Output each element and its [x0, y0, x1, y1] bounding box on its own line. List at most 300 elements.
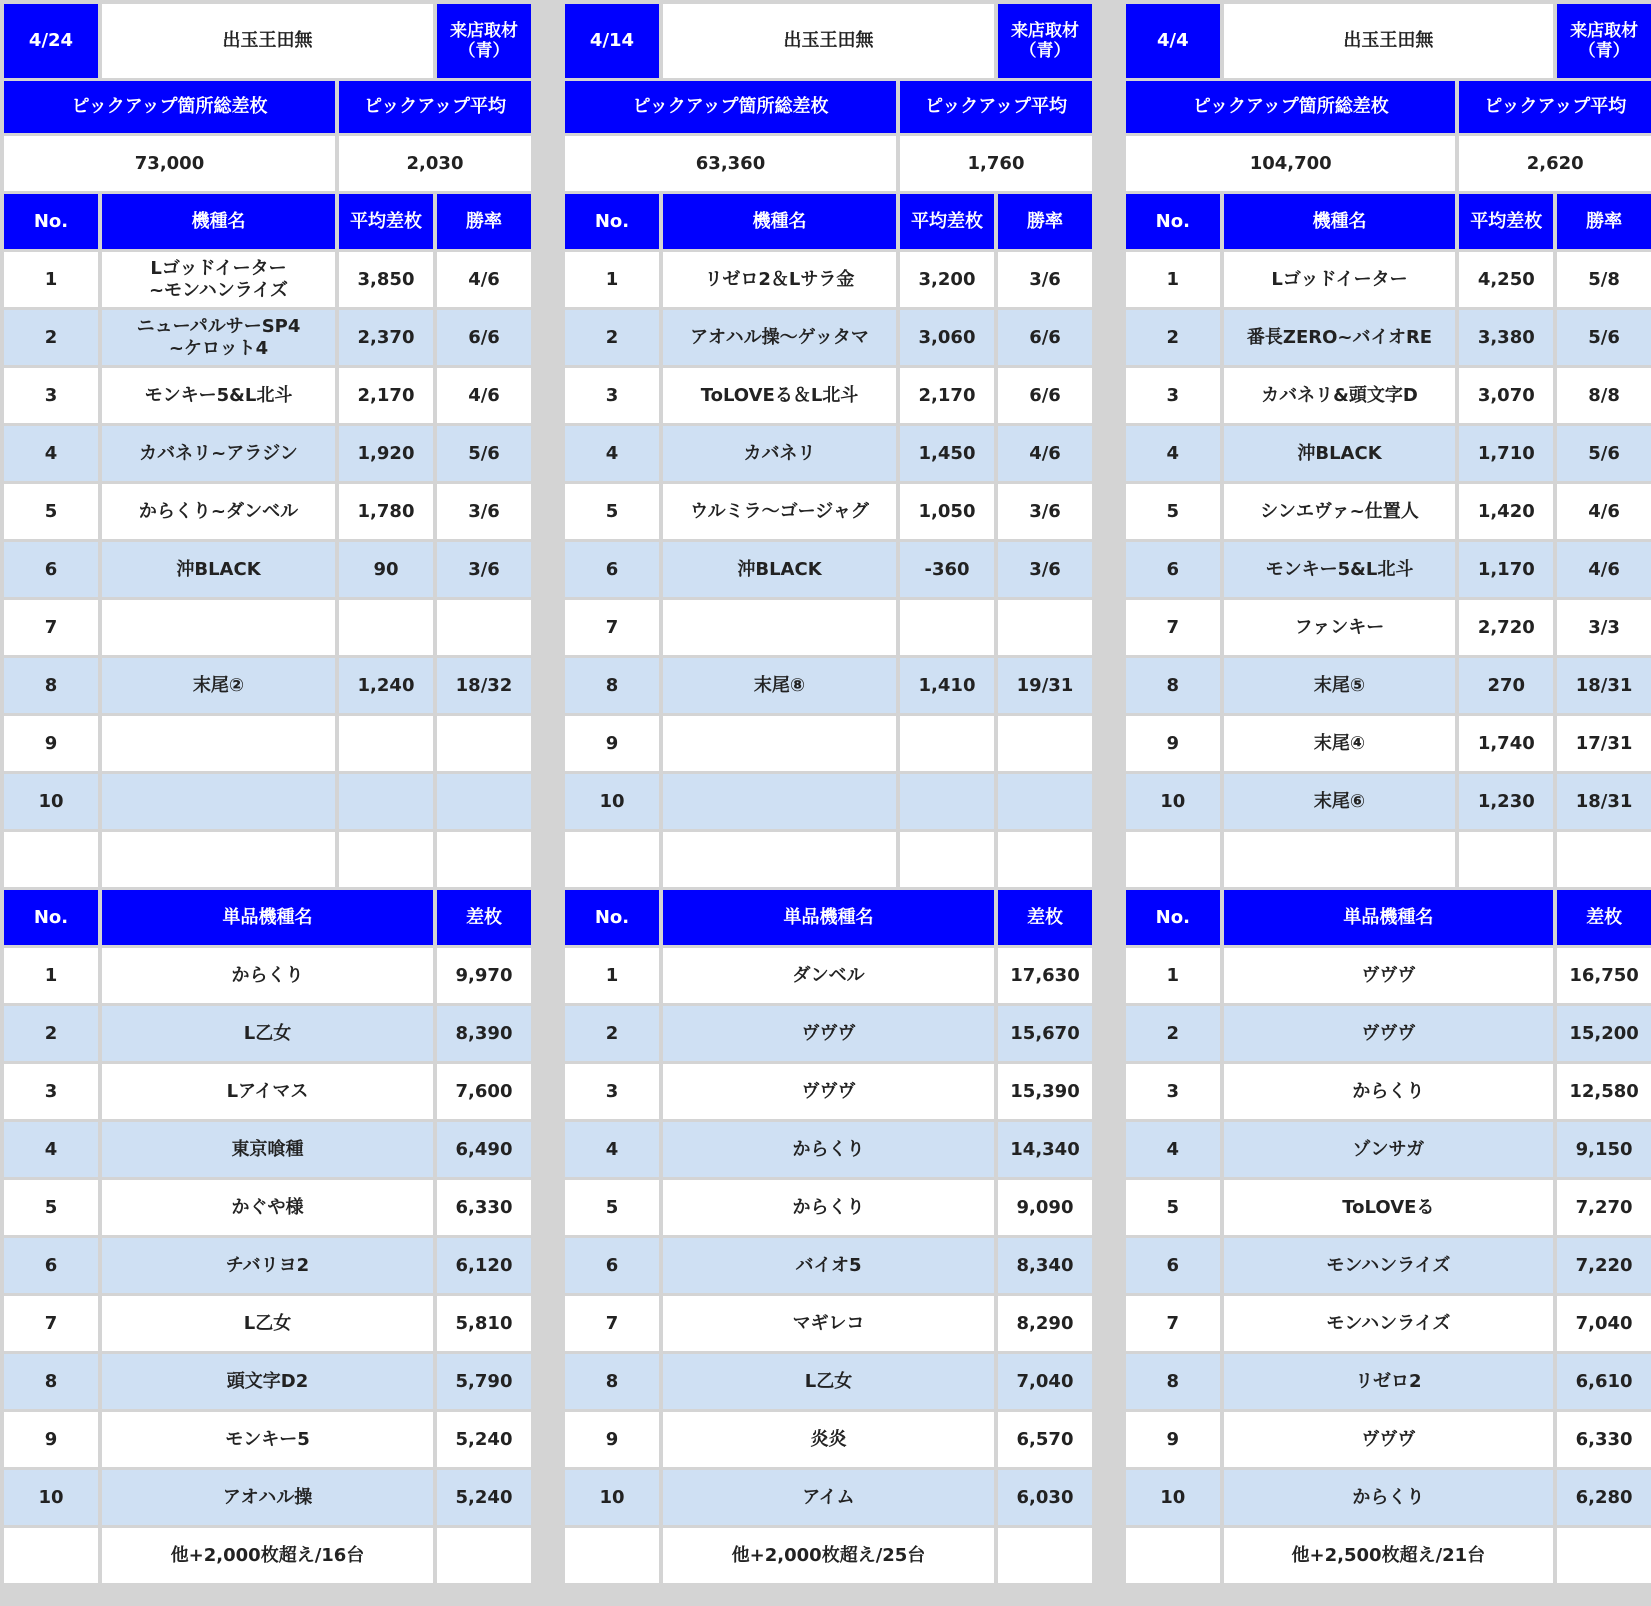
row-single-model-name: ダンベル	[663, 948, 994, 1003]
row-avg-diff: 1,170	[1459, 542, 1553, 597]
row-no: 1	[565, 948, 659, 1003]
row-diff: 5,240	[437, 1470, 531, 1525]
col-win-header: 勝率	[437, 194, 531, 249]
table-row	[4, 1296, 531, 1351]
date-badge: 4/4	[1126, 4, 1220, 78]
col-no-header: No.	[1126, 890, 1220, 945]
row-diff: 15,670	[998, 1006, 1092, 1061]
row-single-model-name: Lアイマス	[102, 1064, 433, 1119]
blank-cell	[998, 832, 1092, 887]
table-row	[565, 1412, 1092, 1467]
row-win-rate: 19/31	[998, 658, 1092, 713]
col-diff-header: 差枚	[1557, 890, 1651, 945]
row-model-name: シンエヴァ~仕置人	[1224, 484, 1456, 539]
date-badge: 4/24	[4, 4, 98, 78]
row-no: 9	[4, 716, 98, 771]
row-no: 4	[565, 426, 659, 481]
row-no: 5	[4, 484, 98, 539]
row-no: 2	[1126, 1006, 1220, 1061]
row-single-model-name: マギレコ	[663, 1296, 994, 1351]
col-model-header: 機種名	[663, 194, 896, 249]
row-diff: 5,240	[437, 1412, 531, 1467]
row-model-name: リゼロ2＆Lサラ金	[663, 252, 896, 307]
row-win-rate: 5/6	[1557, 426, 1651, 481]
table-row	[4, 1180, 531, 1235]
table-row	[565, 1238, 1092, 1293]
row-model-name: ToLOVEる＆L北斗	[663, 368, 896, 423]
pickup-avg-header: ピックアップ平均	[339, 81, 531, 133]
row-win-rate: 5/8	[1557, 252, 1651, 307]
row-win-rate	[998, 774, 1092, 829]
row-no: 6	[565, 1238, 659, 1293]
table-row	[1126, 368, 1651, 423]
pickup-avg-header: ピックアップ平均	[1459, 81, 1651, 133]
col-no-header: No.	[565, 890, 659, 945]
table-row	[1126, 252, 1651, 307]
row-single-model-name: 東京喰種	[102, 1122, 433, 1177]
table-row	[4, 542, 531, 597]
row-single-model-name: バイオ5	[663, 1238, 994, 1293]
row-no: 3	[565, 1064, 659, 1119]
row-model-name: 末尾④	[1224, 716, 1456, 771]
row-model-name: 末尾②	[102, 658, 335, 713]
row-diff: 5,790	[437, 1354, 531, 1409]
row-model-name: ファンキー	[1224, 600, 1456, 655]
row-avg-diff: 1,920	[339, 426, 433, 481]
table-row	[565, 716, 1092, 771]
row-no: 4	[565, 1122, 659, 1177]
row-model-name: 沖BLACK	[1224, 426, 1456, 481]
row-no: 3	[4, 1064, 98, 1119]
report-panel	[4, 4, 531, 1583]
row-single-model-name: ヴヴヴ	[663, 1064, 994, 1119]
table-row	[4, 484, 531, 539]
row-model-name	[663, 600, 896, 655]
row-no: 4	[4, 426, 98, 481]
pickup-total-value: 73,000	[4, 136, 335, 191]
row-win-rate	[437, 716, 531, 771]
row-win-rate: 4/6	[437, 252, 531, 307]
table-row	[4, 1354, 531, 1409]
table-row	[4, 426, 531, 481]
coverage-badge: 来店取材 （青）	[437, 4, 531, 78]
col-single-model-header: 単品機種名	[1224, 890, 1554, 945]
blank-cell	[1126, 832, 1220, 887]
row-win-rate: 6/6	[998, 310, 1092, 365]
row-no: 8	[4, 1354, 98, 1409]
row-single-model-name: ヴヴヴ	[663, 1006, 994, 1061]
footer-blank	[1126, 1528, 1220, 1583]
table-row	[1126, 948, 1651, 1003]
blank-cell	[1224, 832, 1456, 887]
row-win-rate: 18/31	[1557, 774, 1651, 829]
table-row	[565, 310, 1092, 365]
row-avg-diff: 3,380	[1459, 310, 1553, 365]
row-model-name	[102, 716, 335, 771]
row-no: 5	[1126, 1180, 1220, 1235]
row-avg-diff	[900, 774, 994, 829]
row-model-name: 沖BLACK	[102, 542, 335, 597]
row-avg-diff: 270	[1459, 658, 1553, 713]
row-win-rate	[998, 716, 1092, 771]
row-diff: 8,340	[998, 1238, 1092, 1293]
table-row	[565, 774, 1092, 829]
row-single-model-name: 炎炎	[663, 1412, 994, 1467]
row-avg-diff	[339, 716, 433, 771]
row-model-name: カバネリ	[663, 426, 896, 481]
row-no: 7	[4, 600, 98, 655]
row-no: 1	[4, 252, 98, 307]
row-diff: 7,600	[437, 1064, 531, 1119]
row-no: 9	[4, 1412, 98, 1467]
table-row	[1126, 426, 1651, 481]
table-row	[1126, 1064, 1651, 1119]
row-win-rate: 6/6	[437, 310, 531, 365]
row-avg-diff: 1,740	[1459, 716, 1553, 771]
table-row	[565, 600, 1092, 655]
row-avg-diff: 3,200	[900, 252, 994, 307]
table-row	[4, 948, 531, 1003]
row-model-name: ウルミラ～ゴージャグ	[663, 484, 896, 539]
table-row	[565, 1296, 1092, 1351]
table-row	[4, 774, 531, 829]
row-no: 10	[4, 774, 98, 829]
footer-blank	[998, 1528, 1092, 1583]
row-no: 1	[1126, 252, 1220, 307]
pickup-total-value: 63,360	[565, 136, 896, 191]
table-row	[1126, 1006, 1651, 1061]
row-diff: 6,490	[437, 1122, 531, 1177]
blank-cell	[339, 832, 433, 887]
row-single-model-name: ヴヴヴ	[1224, 948, 1554, 1003]
table-row	[4, 1122, 531, 1177]
row-win-rate: 3/6	[998, 252, 1092, 307]
col-no-header: No.	[4, 194, 98, 249]
row-avg-diff: 1,420	[1459, 484, 1553, 539]
row-win-rate: 4/6	[1557, 484, 1651, 539]
row-no: 7	[1126, 1296, 1220, 1351]
pickup-total-header: ピックアップ箇所総差枚	[1126, 81, 1455, 133]
row-no: 7	[565, 1296, 659, 1351]
row-no: 4	[1126, 426, 1220, 481]
row-model-name: 沖BLACK	[663, 542, 896, 597]
row-no: 10	[565, 1470, 659, 1525]
table-row	[1126, 1412, 1651, 1467]
pickup-avg-header: ピックアップ平均	[900, 81, 1092, 133]
row-model-name: 番長ZERO~バイオRE	[1224, 310, 1456, 365]
row-model-name: アオハル操～ゲッタマ	[663, 310, 896, 365]
row-win-rate	[437, 774, 531, 829]
col-diff-header: 差枚	[998, 890, 1092, 945]
report-panel	[565, 4, 1092, 1583]
blank-cell	[4, 832, 98, 887]
row-diff: 7,040	[1557, 1296, 1651, 1351]
table-row	[4, 658, 531, 713]
row-diff: 6,610	[1557, 1354, 1651, 1409]
row-no: 2	[4, 1006, 98, 1061]
table-row	[4, 716, 531, 771]
col-no-header: No.	[4, 890, 98, 945]
row-no: 7	[1126, 600, 1220, 655]
row-avg-diff: 1,240	[339, 658, 433, 713]
row-no: 10	[565, 774, 659, 829]
footer-note: 他+2,500枚超え/21台	[1224, 1528, 1554, 1583]
row-win-rate	[437, 600, 531, 655]
col-win-header: 勝率	[1557, 194, 1651, 249]
row-single-model-name: L乙女	[663, 1354, 994, 1409]
row-model-name	[663, 716, 896, 771]
pickup-total-header: ピックアップ箇所総差枚	[4, 81, 335, 133]
row-win-rate: 3/6	[998, 542, 1092, 597]
row-avg-diff: 90	[339, 542, 433, 597]
row-single-model-name: 頭文字D2	[102, 1354, 433, 1409]
row-no: 3	[4, 368, 98, 423]
table-row	[565, 1470, 1092, 1525]
table-row	[1126, 716, 1651, 771]
col-diff-header: 差枚	[437, 890, 531, 945]
table-row	[1126, 1238, 1651, 1293]
table-row	[1126, 1470, 1651, 1525]
row-single-model-name: モンハンライズ	[1224, 1296, 1554, 1351]
row-single-model-name: からくり	[1224, 1064, 1554, 1119]
report-panel	[1126, 4, 1651, 1583]
row-win-rate: 3/3	[1557, 600, 1651, 655]
pickup-avg-value: 1,760	[900, 136, 1092, 191]
table-row	[1126, 658, 1651, 713]
footer-blank	[4, 1528, 98, 1583]
row-no: 3	[1126, 368, 1220, 423]
pickup-total-value: 104,700	[1126, 136, 1455, 191]
coverage-badge: 来店取材 （青）	[998, 4, 1092, 78]
report-table	[1122, 1, 1651, 1586]
row-avg-diff: 1,230	[1459, 774, 1553, 829]
row-no: 5	[4, 1180, 98, 1235]
row-win-rate	[998, 600, 1092, 655]
date-badge: 4/14	[565, 4, 659, 78]
row-win-rate: 4/6	[998, 426, 1092, 481]
row-single-model-name: からくり	[663, 1180, 994, 1235]
blank-cell	[900, 832, 994, 887]
row-no: 1	[4, 948, 98, 1003]
row-single-model-name: ToLOVEる	[1224, 1180, 1554, 1235]
row-diff: 6,570	[998, 1412, 1092, 1467]
table-row	[565, 1064, 1092, 1119]
row-model-name	[663, 774, 896, 829]
row-single-model-name: L乙女	[102, 1296, 433, 1351]
row-single-model-name: からくり	[663, 1122, 994, 1177]
row-win-rate: 4/6	[437, 368, 531, 423]
table-row	[4, 252, 531, 307]
row-avg-diff: 3,850	[339, 252, 433, 307]
col-single-model-header: 単品機種名	[663, 890, 994, 945]
pickup-total-header: ピックアップ箇所総差枚	[565, 81, 896, 133]
table-row	[1126, 1122, 1651, 1177]
row-diff: 15,390	[998, 1064, 1092, 1119]
row-diff: 5,810	[437, 1296, 531, 1351]
row-diff: 9,150	[1557, 1122, 1651, 1177]
row-no: 8	[565, 1354, 659, 1409]
table-row	[1126, 542, 1651, 597]
table-row	[4, 1006, 531, 1061]
row-model-name	[102, 600, 335, 655]
row-no: 9	[1126, 1412, 1220, 1467]
row-no: 2	[565, 1006, 659, 1061]
col-avg-header: 平均差枚	[1459, 194, 1553, 249]
table-row	[4, 368, 531, 423]
table-row	[4, 1470, 531, 1525]
row-win-rate: 8/8	[1557, 368, 1651, 423]
row-win-rate: 5/6	[437, 426, 531, 481]
row-diff: 6,280	[1557, 1470, 1651, 1525]
row-win-rate: 3/6	[437, 542, 531, 597]
row-diff: 6,330	[1557, 1412, 1651, 1467]
table-row	[565, 484, 1092, 539]
row-single-model-name: ゾンサガ	[1224, 1122, 1554, 1177]
row-avg-diff: 4,250	[1459, 252, 1553, 307]
row-no: 10	[1126, 1470, 1220, 1525]
row-model-name: 末尾⑥	[1224, 774, 1456, 829]
row-no: 8	[1126, 1354, 1220, 1409]
blank-cell	[565, 832, 659, 887]
table-row	[565, 1354, 1092, 1409]
col-model-header: 機種名	[1224, 194, 1456, 249]
footer-blank	[437, 1528, 531, 1583]
store-name: 出玉王田無	[1224, 4, 1554, 78]
row-no: 7	[565, 600, 659, 655]
row-single-model-name: モンキー5	[102, 1412, 433, 1467]
row-single-model-name: リゼロ2	[1224, 1354, 1554, 1409]
row-model-name: カバネリ~アラジン	[102, 426, 335, 481]
row-model-name: Lゴッドイーター	[1224, 252, 1456, 307]
row-no: 2	[1126, 310, 1220, 365]
row-diff: 7,220	[1557, 1238, 1651, 1293]
row-no: 6	[4, 542, 98, 597]
row-model-name	[102, 774, 335, 829]
row-diff: 8,390	[437, 1006, 531, 1061]
row-avg-diff	[339, 774, 433, 829]
row-single-model-name: からくり	[1224, 1470, 1554, 1525]
row-diff: 7,040	[998, 1354, 1092, 1409]
row-no: 1	[565, 252, 659, 307]
row-single-model-name: モンハンライズ	[1224, 1238, 1554, 1293]
table-row	[1126, 1296, 1651, 1351]
blank-cell	[663, 832, 896, 887]
col-no-header: No.	[565, 194, 659, 249]
row-model-name: カバネリ&頭文字D	[1224, 368, 1456, 423]
blank-cell	[437, 832, 531, 887]
row-avg-diff: 2,720	[1459, 600, 1553, 655]
row-diff: 17,630	[998, 948, 1092, 1003]
row-avg-diff: 1,710	[1459, 426, 1553, 481]
blank-cell	[1557, 832, 1651, 887]
row-win-rate: 3/6	[998, 484, 1092, 539]
row-no: 6	[1126, 1238, 1220, 1293]
footer-blank	[1557, 1528, 1651, 1583]
footer-blank	[565, 1528, 659, 1583]
row-diff: 15,200	[1557, 1006, 1651, 1061]
table-row	[565, 948, 1092, 1003]
row-avg-diff: 1,050	[900, 484, 994, 539]
table-row	[4, 1238, 531, 1293]
footer-note: 他+2,000枚超え/25台	[663, 1528, 994, 1583]
col-win-header: 勝率	[998, 194, 1092, 249]
row-no: 8	[1126, 658, 1220, 713]
row-no: 9	[565, 716, 659, 771]
row-diff: 6,030	[998, 1470, 1092, 1525]
row-no: 7	[4, 1296, 98, 1351]
table-row	[565, 1180, 1092, 1235]
row-avg-diff: 2,370	[339, 310, 433, 365]
footer-note: 他+2,000枚超え/16台	[102, 1528, 433, 1583]
row-avg-diff	[339, 600, 433, 655]
table-row	[565, 426, 1092, 481]
col-avg-header: 平均差枚	[900, 194, 994, 249]
col-single-model-header: 単品機種名	[102, 890, 433, 945]
table-row	[565, 368, 1092, 423]
table-row	[4, 310, 531, 365]
row-avg-diff: 1,780	[339, 484, 433, 539]
row-model-name: 末尾⑧	[663, 658, 896, 713]
row-avg-diff: 3,060	[900, 310, 994, 365]
row-single-model-name: かぐや様	[102, 1180, 433, 1235]
row-win-rate: 18/31	[1557, 658, 1651, 713]
row-diff: 12,580	[1557, 1064, 1651, 1119]
row-diff: 7,270	[1557, 1180, 1651, 1235]
row-win-rate: 6/6	[998, 368, 1092, 423]
row-win-rate: 4/6	[1557, 542, 1651, 597]
row-avg-diff: 2,170	[339, 368, 433, 423]
blank-cell	[102, 832, 335, 887]
row-diff: 16,750	[1557, 948, 1651, 1003]
row-model-name: ニューパルサーSP4 ~ケロット4	[102, 310, 335, 365]
pickup-avg-value: 2,030	[339, 136, 531, 191]
row-single-model-name: からくり	[102, 948, 433, 1003]
table-row	[1126, 1354, 1651, 1409]
row-no: 6	[1126, 542, 1220, 597]
row-avg-diff: 2,170	[900, 368, 994, 423]
row-single-model-name: チバリヨ2	[102, 1238, 433, 1293]
table-row	[4, 600, 531, 655]
table-row	[1126, 600, 1651, 655]
row-single-model-name: ヴヴヴ	[1224, 1412, 1554, 1467]
row-avg-diff: 3,070	[1459, 368, 1553, 423]
table-row	[565, 658, 1092, 713]
row-no: 2	[4, 310, 98, 365]
row-no: 9	[565, 1412, 659, 1467]
row-no: 5	[565, 1180, 659, 1235]
row-diff: 9,090	[998, 1180, 1092, 1235]
row-no: 4	[1126, 1122, 1220, 1177]
row-no: 9	[1126, 716, 1220, 771]
row-no: 6	[565, 542, 659, 597]
store-name: 出玉王田無	[663, 4, 994, 78]
row-win-rate: 5/6	[1557, 310, 1651, 365]
table-row	[1126, 1180, 1651, 1235]
col-avg-header: 平均差枚	[339, 194, 433, 249]
row-avg-diff	[900, 716, 994, 771]
row-no: 8	[565, 658, 659, 713]
table-row	[4, 1412, 531, 1467]
coverage-badge: 来店取材 （青）	[1557, 4, 1651, 78]
table-row	[4, 1064, 531, 1119]
row-model-name: モンキー5&L北斗	[1224, 542, 1456, 597]
row-model-name: Lゴッドイーター ~モンハンライズ	[102, 252, 335, 307]
col-model-header: 機種名	[102, 194, 335, 249]
row-diff: 6,120	[437, 1238, 531, 1293]
row-diff: 8,290	[998, 1296, 1092, 1351]
row-model-name: からくり~ダンベル	[102, 484, 335, 539]
row-no: 6	[4, 1238, 98, 1293]
